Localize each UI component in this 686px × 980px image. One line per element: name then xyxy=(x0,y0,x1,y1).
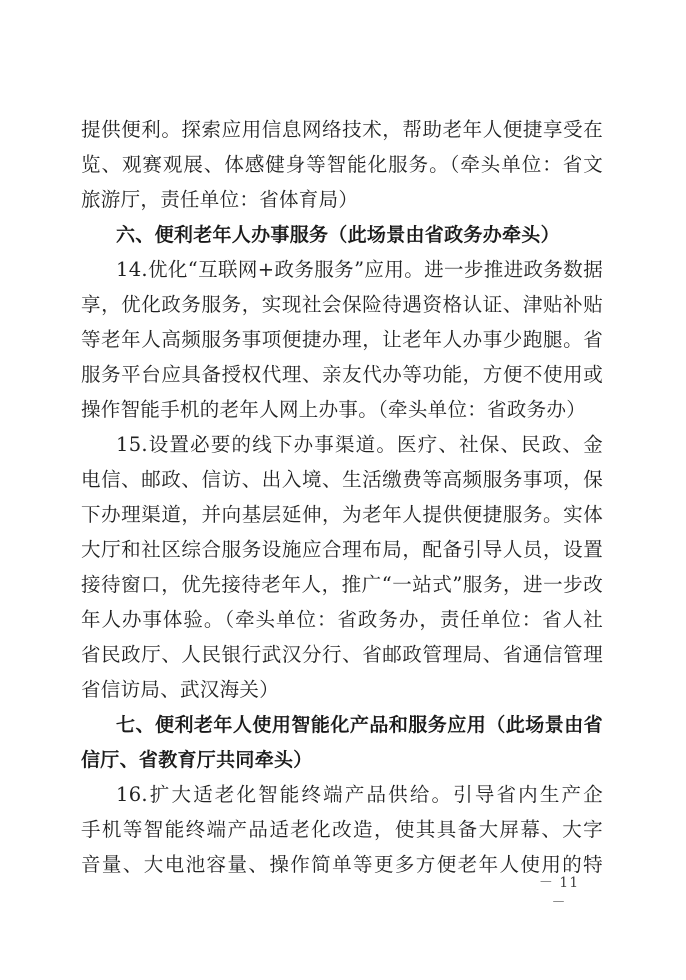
section-heading-6: 六、便利老年人办事服务（此场景由省政务办牵头） xyxy=(116,224,560,246)
paragraph-line: 省信访局、武汉海关） xyxy=(81,678,280,701)
paragraph-line: 旅游厅，责任单位：省体育局） xyxy=(81,188,359,211)
paragraph-line: 年人办事体验。（牵头单位：省政务办，责任单位：省人社 xyxy=(81,608,603,631)
paragraph-line: 享，优化政务服务，实现社会保险待遇资格认证、津贴补贴 xyxy=(81,293,603,316)
paragraph-line: 大厅和社区综合服务设施应合理布局，配备引导人员，设置 xyxy=(81,538,603,561)
page-number: － 11 － xyxy=(538,875,580,911)
paragraph-line: 电信、邮政、信访、出入境、生活缴费等高频服务事项，保 xyxy=(81,468,603,491)
item-14-title-line: 14.优化“互联网+政务服务”应用。进一步推进政务数据 xyxy=(116,258,603,281)
paragraph-line: 接待窗口，优先接待老年人，推广“一站式”服务，进一步改 xyxy=(81,573,603,596)
paragraph-line: 下办理渠道，并向基层延伸，为老年人提供便捷服务。实体 xyxy=(81,503,603,526)
paragraph-line: 服务平台应具备授权代理、亲友代办等功能，方便不使用或 xyxy=(81,363,603,386)
paragraph-line: 音量、大电池容量、操作简单等更多方便老年人使用的特 xyxy=(81,853,603,876)
section-heading-7-continued: 信厅、省教育厅共同牵头） xyxy=(81,749,313,771)
paragraph-line: 提供便利。探索应用信息网络技术，帮助老年人便捷享受在 xyxy=(81,118,603,141)
paragraph-line: 等老年人高频服务事项便捷办理，让老年人办事少跑腿。省 xyxy=(81,328,603,351)
item-15-title-line: 15.设置必要的线下办事渠道。医疗、社保、民政、金 xyxy=(116,433,603,456)
item-16-title-line: 16.扩大适老化智能终端产品供给。引导省内生产企 xyxy=(116,783,603,806)
paragraph-line: 览、观赛观展、体感健身等智能化服务。（牵头单位：省文 xyxy=(81,153,603,176)
section-heading-7: 七、便利老年人使用智能化产品和服务应用（此场景由省 xyxy=(116,714,603,736)
paragraph-line: 操作智能手机的老年人网上办事。（牵头单位：省政务办） xyxy=(81,398,587,421)
paragraph-line: 手机等智能终端产品适老化改造，使其具备大屏幕、大字 xyxy=(81,818,603,841)
paragraph-line: 省民政厅、人民银行武汉分行、省邮政管理局、省通信管理 xyxy=(81,643,603,666)
